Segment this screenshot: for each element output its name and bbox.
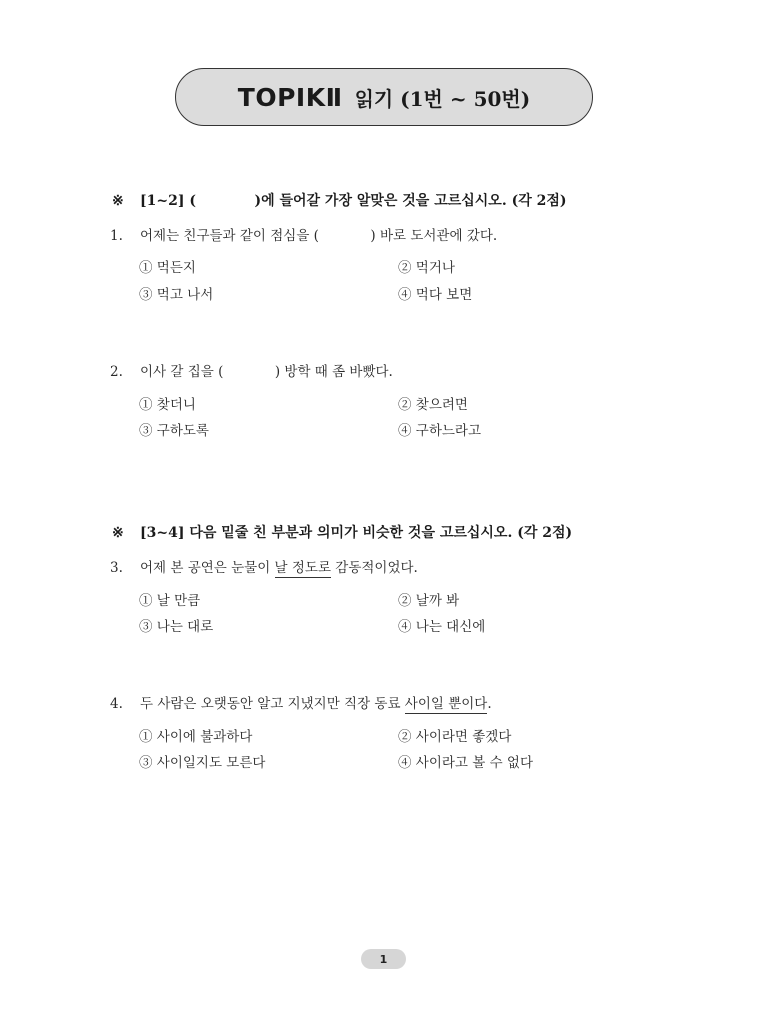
q2-option-4[interactable]: ④ 구하느라고 (398, 423, 481, 439)
title-sub: 읽기 (1번 ~ 50번) (354, 86, 531, 111)
question-text: 이사 갈 집을 ( ) 방학 때 좀 바빴다. (140, 364, 393, 380)
q4-option-4[interactable]: ④ 사이라고 볼 수 없다 (398, 755, 533, 771)
question-text-after: 감동적이었다. (331, 560, 418, 576)
q3-option-2[interactable]: ② 날까 봐 (398, 593, 460, 609)
question-text-before: 두 사람은 오랫동안 알고 지냈지만 직장 동료 (140, 696, 405, 712)
q1-option-3[interactable]: ③ 먹고 나서 (139, 287, 214, 303)
q1-option-4[interactable]: ④ 먹다 보면 (398, 287, 473, 303)
q4-option-2[interactable]: ② 사이라면 좋겠다 (398, 729, 512, 745)
q3-option-4[interactable]: ④ 나는 대신에 (398, 619, 486, 635)
question-4 (110, 692, 492, 712)
q2-option-2[interactable]: ② 찾으려면 (398, 397, 468, 413)
underlined-phrase: 사이일 뿐이다 (404, 696, 488, 712)
question-text-before: 어제 본 공연은 눈물이 (140, 560, 275, 576)
q3-option-3[interactable]: ③ 나는 대로 (139, 619, 214, 635)
question-number: 3. (110, 560, 123, 576)
underlined-phrase: 날 정도로 (274, 560, 332, 576)
section-2-instruction (112, 522, 572, 542)
question-3 (110, 556, 418, 576)
question-text: 어제는 친구들과 같이 점심을 ( ) 바로 도서관에 갔다. (140, 228, 498, 244)
q4-option-1[interactable]: ① 사이에 불과하다 (139, 729, 253, 745)
q1-option-1[interactable]: ① 먹든지 (139, 260, 196, 276)
question-number: 1. (110, 228, 123, 244)
q2-option-3[interactable]: ③ 구하도록 (139, 423, 209, 439)
question-1 (110, 224, 497, 244)
q2-option-1[interactable]: ① 찾더니 (139, 397, 196, 413)
page-title (175, 68, 593, 126)
instruction-text: [1~2] ( )에 들어갈 가장 알맞은 것을 고르십시오. (각 2점) (140, 193, 567, 209)
reference-mark: ※ (112, 193, 124, 209)
q3-option-1[interactable]: ① 날 만큼 (139, 593, 201, 609)
page-number: 1 (361, 949, 406, 969)
question-2 (110, 360, 393, 380)
q1-option-2[interactable]: ② 먹거나 (398, 260, 455, 276)
question-text-after: . (487, 696, 492, 712)
reference-mark: ※ (112, 525, 124, 541)
question-number: 4. (110, 696, 123, 712)
title-main: TOPIKⅡ (237, 82, 343, 112)
question-number: 2. (110, 364, 123, 380)
q4-option-3[interactable]: ③ 사이일지도 모른다 (139, 755, 266, 771)
section-1-instruction (112, 190, 566, 210)
instruction-text: [3~4] 다음 밑줄 친 부분과 의미가 비슷한 것을 고르십시오. (각 2점) (140, 525, 573, 541)
